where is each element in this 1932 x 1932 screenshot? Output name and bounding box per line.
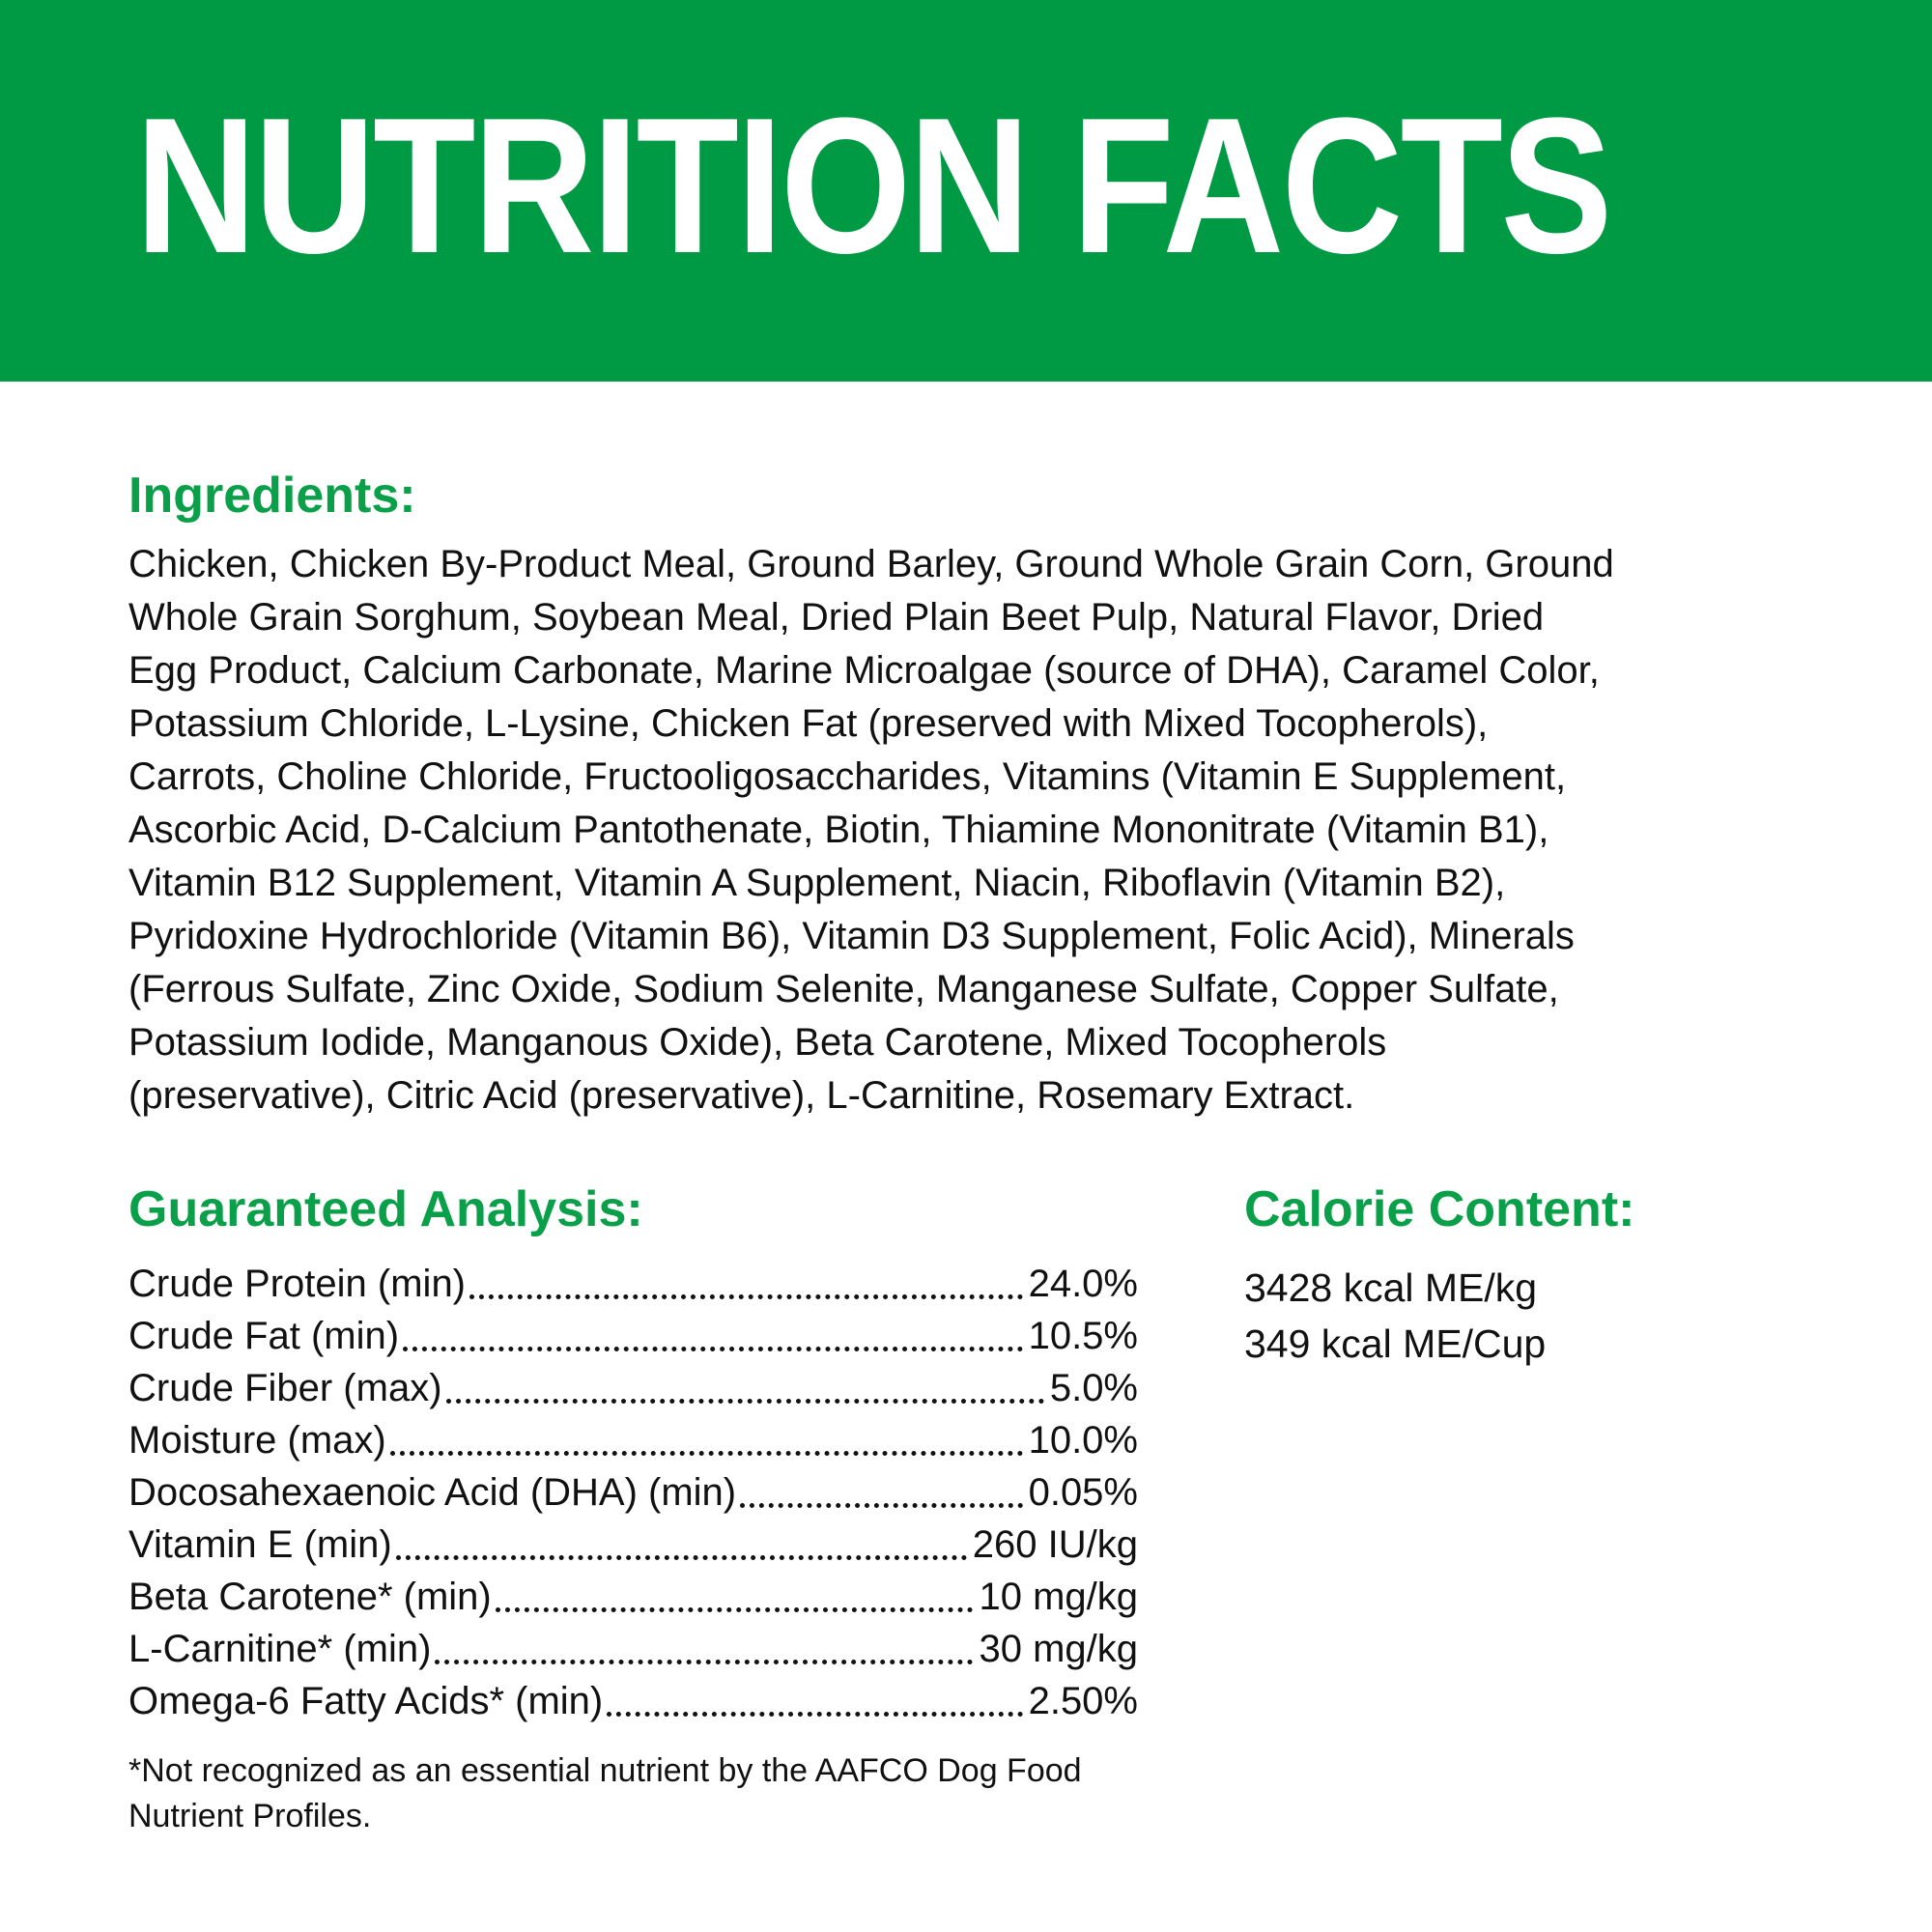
- analysis-row: [128, 1362, 1138, 1414]
- analysis-label: Vitamin E (min): [128, 1523, 392, 1566]
- aafco-footnote: [128, 1748, 1138, 1839]
- label-body: [0, 469, 1932, 1839]
- leader-dots: [435, 1660, 973, 1664]
- guaranteed-analysis-section: [128, 1182, 1138, 1839]
- analysis-row: [128, 1519, 1138, 1571]
- analysis-label: Moisture (max): [128, 1419, 386, 1462]
- analysis-value: 5.0%: [1049, 1367, 1138, 1409]
- ingredients-line: Potassium Iodide, Manganous Oxide), Beta Carotene, Mixed Tocopherols: [128, 1021, 1387, 1064]
- calorie-content-heading: Calorie Content:: [1244, 1181, 1635, 1237]
- footnote-line: Nutrient Profiles.: [128, 1798, 372, 1834]
- analysis-row: [128, 1258, 1138, 1310]
- analysis-label: Omega-6 Fatty Acids* (min): [128, 1680, 604, 1722]
- calorie-content-section: [1244, 1182, 1634, 1839]
- leader-dots: [403, 1347, 1023, 1351]
- ingredients-line: Ascorbic Acid, D-Calcium Pantothenate, Biotin, Thiamine Mononitrate (Vitamin B1),: [128, 809, 1549, 851]
- leader-dots: [446, 1399, 1044, 1404]
- ingredients-line: Pyridoxine Hydrochloride (Vitamin B6), Vitamin D3 Supplement, Folic Acid), Minerals: [128, 915, 1575, 957]
- leader-dots: [469, 1294, 1023, 1299]
- analysis-row: [128, 1414, 1138, 1466]
- analysis-row: [128, 1623, 1138, 1675]
- analysis-row: [128, 1310, 1138, 1362]
- analysis-row: [128, 1571, 1138, 1623]
- analysis-label: Crude Protein (min): [128, 1263, 467, 1305]
- calorie-line: 3428 kcal ME/kg: [1244, 1265, 1538, 1310]
- analysis-label: L-Carnitine* (min): [128, 1628, 432, 1670]
- guaranteed-analysis-table: [128, 1258, 1138, 1727]
- analysis-value: 30 mg/kg: [979, 1628, 1138, 1670]
- analysis-row: [128, 1466, 1138, 1519]
- analysis-label: Beta Carotene* (min): [128, 1576, 492, 1618]
- analysis-value: 10.5%: [1028, 1315, 1138, 1357]
- leader-dots: [390, 1451, 1023, 1456]
- analysis-value: 0.05%: [1028, 1471, 1138, 1514]
- analysis-value: 10.0%: [1028, 1419, 1138, 1462]
- ingredients-line: Whole Grain Sorghum, Soybean Meal, Dried Plain Beet Pulp, Natural Flavor, Dried: [128, 596, 1545, 639]
- leader-dots: [396, 1555, 967, 1560]
- leader-dots: [496, 1607, 974, 1612]
- analysis-value: 260 IU/kg: [972, 1523, 1138, 1566]
- guaranteed-analysis-heading: Guaranteed Analysis:: [128, 1181, 643, 1237]
- analysis-label: Docosahexaenoic Acid (DHA) (min): [128, 1471, 737, 1514]
- analysis-label: Crude Fiber (max): [128, 1367, 442, 1409]
- leader-dots: [607, 1712, 1022, 1717]
- analysis-row: [128, 1675, 1138, 1727]
- ingredients-text: [128, 538, 1826, 1122]
- ingredients-line: (preservative), Citric Acid (preservative), L-Carnitine, Rosemary Extract.: [128, 1074, 1355, 1117]
- leader-dots: [740, 1503, 1022, 1508]
- lower-columns: [128, 1182, 1826, 1839]
- footnote-line: *Not recognized as an essential nutrient by the AAFCO Dog Food: [128, 1752, 1082, 1789]
- ingredients-line: (Ferrous Sulfate, Zinc Oxide, Sodium Selenite, Manganese Sulfate, Copper Sulfate,: [128, 968, 1559, 1010]
- page-title: NUTRITION FACTS: [135, 77, 1610, 294]
- ingredients-line: Egg Product, Calcium Carbonate, Marine Microalgae (source of DHA), Caramel Color,: [128, 649, 1600, 692]
- ingredients-section: [128, 469, 1826, 1122]
- analysis-value: 10 mg/kg: [979, 1576, 1138, 1618]
- ingredients-line: Chicken, Chicken By-Product Meal, Ground Barley, Ground Whole Grain Corn, Ground: [128, 543, 1614, 585]
- analysis-value: 24.0%: [1028, 1263, 1138, 1305]
- analysis-value: 2.50%: [1028, 1680, 1138, 1722]
- ingredients-line: Carrots, Choline Chloride, Fructooligosaccharides, Vitamins (Vitamin E Supplement,: [128, 755, 1567, 798]
- ingredients-heading: Ingredients:: [128, 468, 416, 524]
- calorie-content-values: [1244, 1260, 1634, 1372]
- analysis-label: Crude Fat (min): [128, 1315, 400, 1357]
- header-banner: [0, 0, 1932, 382]
- ingredients-line: Vitamin B12 Supplement, Vitamin A Supplement, Niacin, Riboflavin (Vitamin B2),: [128, 862, 1506, 904]
- calorie-line: 349 kcal ME/Cup: [1244, 1321, 1547, 1366]
- ingredients-line: Potassium Chloride, L-Lysine, Chicken Fat (preserved with Mixed Tocopherols),: [128, 702, 1489, 745]
